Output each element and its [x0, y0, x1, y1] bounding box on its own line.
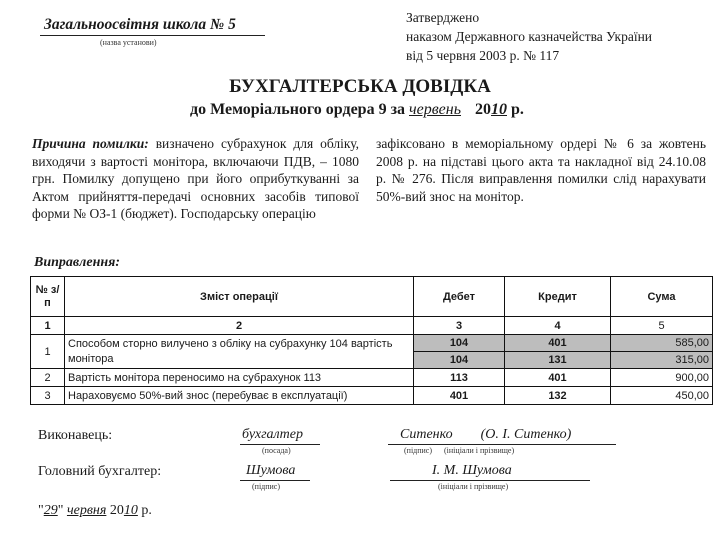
row-sum: 585,00: [611, 335, 713, 352]
header-sum: Сума: [611, 277, 713, 317]
row-sum: 450,00: [611, 387, 713, 405]
document-subtitle: [190, 101, 524, 119]
subtitle-year-suffix: 10: [491, 101, 507, 118]
chief-signature-caption: (підпис): [252, 482, 281, 491]
table-row: [31, 369, 713, 387]
reason-left-column: [32, 135, 359, 223]
index-cell: 4: [505, 317, 611, 335]
date-month: червня: [66, 503, 107, 518]
date-year-suffix: 10: [123, 503, 138, 518]
date-quote-open: ": [38, 503, 44, 518]
header-debit: Дебет: [414, 277, 505, 317]
executor-position: бухгалтер: [242, 427, 303, 442]
row-debit: 104: [414, 352, 505, 369]
reason-right-column: [376, 135, 706, 205]
chief-signature-line: [240, 480, 310, 481]
row-credit: 131: [505, 352, 611, 369]
header-content: Зміст операції: [65, 277, 414, 317]
reason-text-left: визначено субрахунок для обліку, виходячи з вартості монітора, включаючи ПДВ, – 1080 грн. Помилку допущено при його оприбуткуванні за Актом прийняття-передачі основних засобів типової форми № ОЗ-1 (бюджет). Господарську операцію: [32, 136, 360, 221]
date-suffix: р.: [141, 503, 152, 518]
executor-name-caption: (підпис) (ініціали і прізвище): [404, 446, 515, 455]
corrections-label: Виправлення:: [34, 255, 120, 270]
header-credit: Кредит: [505, 277, 611, 317]
approval-line-2: наказом Державного казначейства України: [406, 29, 653, 44]
executor-position-caption: (посада): [262, 446, 291, 455]
row-debit: 113: [414, 369, 505, 387]
subtitle-suffix: р.: [511, 101, 524, 118]
executor-label: Виконавець:: [38, 428, 113, 443]
row-num: 2: [31, 369, 65, 387]
document-date: [38, 503, 152, 519]
row-credit: 401: [505, 369, 611, 387]
subtitle-prefix: до Меморіального ордера 9 за: [190, 101, 405, 118]
executor-position-line: [240, 444, 320, 445]
row-content: Вартість монітора переносимо на субрахунок 113: [65, 369, 414, 387]
chief-name-caption: (ініціали і прізвище): [438, 482, 509, 491]
index-cell: 3: [414, 317, 505, 335]
index-cell: 1: [31, 317, 65, 335]
subtitle-year-prefix: 20: [475, 101, 491, 118]
table-index-row: [31, 317, 713, 335]
date-quote-close: ": [57, 503, 64, 518]
row-credit: 401: [505, 335, 611, 352]
row-content: Нараховуємо 50%-вий знос (перебуває в експлуатації): [65, 387, 414, 405]
row-sum: 900,00: [611, 369, 713, 387]
index-cell: 2: [65, 317, 414, 335]
row-credit: 132: [505, 387, 611, 405]
chief-name-line: [390, 480, 590, 481]
reason-label: Причина помилки:: [32, 136, 149, 151]
chief-label: Головний бухгалтер:: [38, 464, 162, 479]
row-content: Способом сторно вилучено з обліку на субрахунку 104 вартість монітора: [65, 335, 414, 369]
executor-name: Ситенко (О. І. Ситенко): [400, 427, 572, 442]
institution-caption: (назва установи): [100, 38, 157, 47]
row-debit: 401: [414, 387, 505, 405]
institution-underline: [40, 35, 265, 36]
reason-text-right: зафіксовано в меморіальному ордері № 6 за жовтень 2008 р. на підставі цього акта та накладної від 24.10.08 р. № 276. Після виправлення помилки слід нарахувати 50%-вий знос на монітор.: [376, 136, 706, 204]
institution-name: Загальноосвітня школа № 5: [44, 16, 236, 33]
row-num: 3: [31, 387, 65, 405]
corrections-table: [30, 276, 713, 405]
date-year-prefix: 20: [109, 503, 124, 518]
table-row: [31, 335, 713, 352]
row-sum: 315,00: [611, 352, 713, 369]
row-debit: 104: [414, 335, 505, 352]
chief-name: І. М. Шумова: [432, 463, 512, 478]
approval-block: [406, 8, 652, 65]
index-cell: 5: [611, 317, 713, 335]
table-header-row: [31, 277, 713, 317]
row-num: 1: [31, 335, 65, 369]
subtitle-month: червень: [409, 101, 461, 118]
document-title: БУХГАЛТЕРСЬКА ДОВІДКА: [229, 76, 491, 97]
header-num: № з/п: [31, 277, 65, 317]
approval-line-1: Затверджено: [406, 10, 480, 25]
approval-line-3: від 5 червня 2003 р. № 117: [406, 48, 560, 63]
executor-name-line: [388, 444, 616, 445]
table-row: [31, 387, 713, 405]
chief-signature: Шумова: [246, 463, 296, 478]
date-day: 29: [43, 503, 58, 518]
